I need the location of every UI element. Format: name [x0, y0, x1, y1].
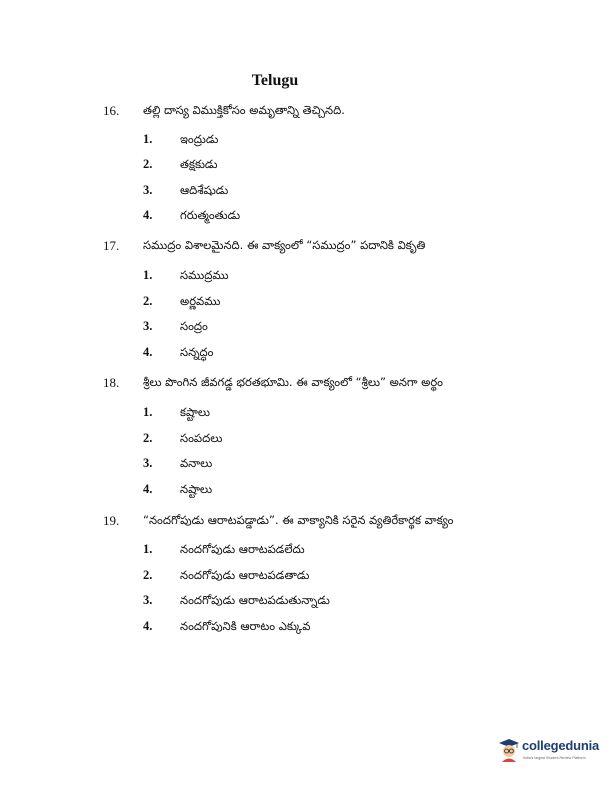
option-number: 4. [143, 345, 153, 359]
collegedunia-logo [498, 736, 608, 766]
question-number: 16. [103, 103, 120, 118]
option-text: తక్షకుడు [180, 157, 218, 171]
question-number: 19. [103, 513, 120, 528]
option-text: నందగోపుడు ఆరాటపడుతున్నాడు [180, 593, 330, 607]
option-number: 2. [143, 431, 153, 445]
option-number: 3. [143, 456, 153, 470]
logo-tagline: India's largest Student Review Platform [523, 756, 586, 760]
option-text: నందగోపుడు ఆరాటపడలేదు [180, 542, 305, 556]
question-text: తల్లి దాస్య విముక్తికోసం అమృతాన్ని తెచ్చినది. [143, 103, 345, 117]
option-text: గరుత్మంతుడు [180, 208, 241, 222]
option-number: 1. [143, 268, 153, 282]
option-number: 2. [143, 568, 153, 582]
option-number: 3. [143, 183, 153, 197]
option-text: సంపదలు [180, 431, 223, 445]
option-text: కష్టాలు [180, 405, 210, 419]
option-text: వనాలు [180, 456, 213, 470]
option-number: 1. [143, 405, 153, 419]
question-number: 18. [103, 375, 120, 390]
option-number: 1. [143, 542, 153, 556]
option-number: 3. [143, 593, 153, 607]
option-text: నష్టాలు [180, 482, 213, 496]
question-text: శ్రీలు పొంగిన జీవగడ్డ భరతభూమి. ఈ వాక్యంలో “శ్రీలు” అనగా అర్థం [143, 375, 443, 389]
option-text: ఇంద్రుడు [180, 132, 219, 146]
option-text: నందగోపునికి ఆరాటం ఎక్కువ [180, 619, 311, 633]
option-number: 2. [143, 294, 153, 308]
option-number: 3. [143, 319, 153, 333]
option-text: సముద్రము [180, 268, 229, 282]
graduate-mascot-icon [498, 738, 520, 762]
option-number: 4. [143, 208, 153, 222]
option-number: 1. [143, 132, 153, 146]
option-text: సన్నద్ధం [180, 345, 214, 359]
page-title: Telugu [251, 72, 299, 89]
question-text: సముద్రం విశాలమైనది. ఈ వాక్యంలో “సముద్రం” పదానికి వికృతి [143, 238, 426, 252]
option-text: అర్ణవము [180, 294, 221, 308]
option-text: నందగోపుడు ఆరాటపడతాడు [180, 568, 310, 582]
logo-name: collegedunia [522, 738, 600, 753]
option-number: 4. [143, 482, 153, 496]
question-text: “నందగోపుడు ఆరాటపడ్డాడు”. ఈ వాక్యానికి సరైన వ్యతిరేకార్థక వాక్యం [143, 513, 454, 527]
option-number: 2. [143, 157, 153, 171]
option-text: ఆదిశేషుడు [180, 183, 229, 197]
option-text: సంద్రం [180, 319, 208, 333]
question-number: 17. [103, 238, 120, 253]
option-number: 4. [143, 619, 153, 633]
